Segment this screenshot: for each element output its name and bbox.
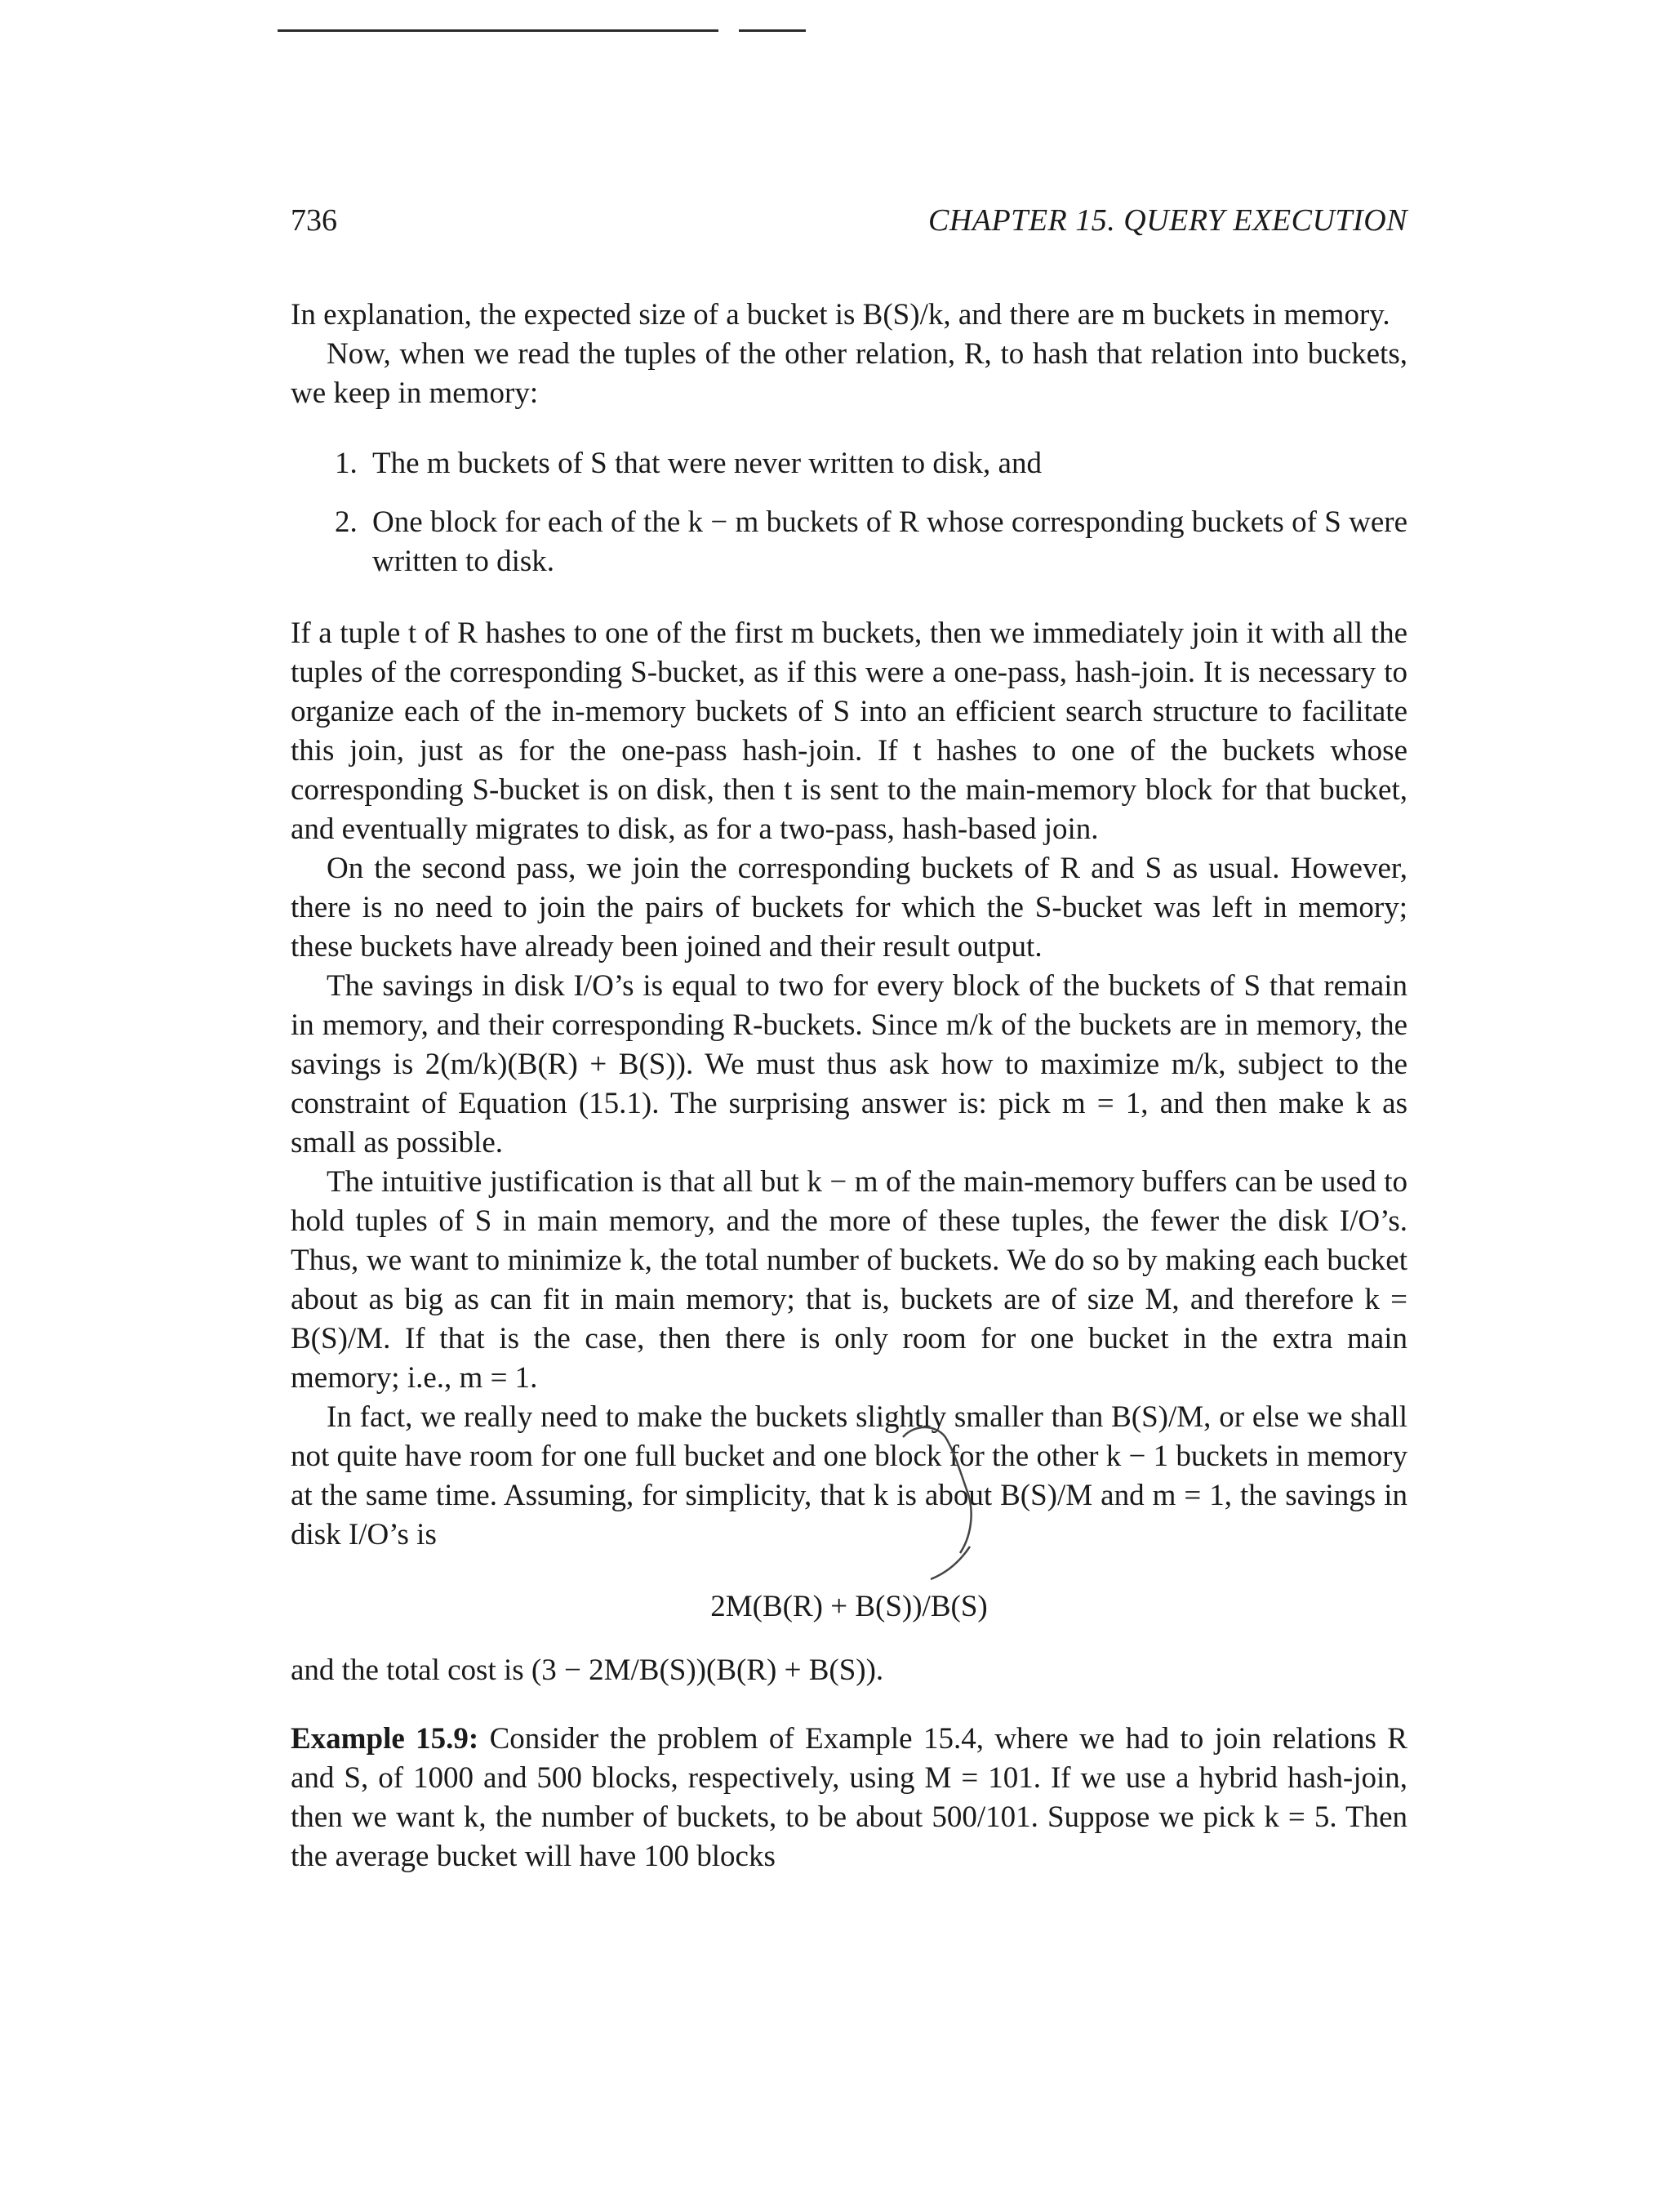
scan-top-rule — [278, 29, 718, 32]
body-text — [291, 296, 1407, 1876]
display-equation: 2M(B(R) + B(S))/B(S) — [710, 1590, 988, 1623]
paragraph-6: The intuitive justification is that all but k − m of the main-memory buffers can be used to hold tuples of S in main memory, and the more of these tuples, the fewer the disk I/O’s. Thus, we want to minimize k, the total number of buckets. We do so by making each bucket about as big as can fit in main memory; that is, buckets are of size M, and therefore k = B(S)/M. If that is the case, then there is only room for one bucket in the extra main memory; i.e., m = 1. — [291, 1165, 1407, 1395]
paragraph-1: In explanation, the expected size of a bucket is B(S)/k, and there are m buckets in memory. — [291, 298, 1390, 332]
paragraph-2: Now, when we read the tuples of the other relation, R, to hash that relation into buckets, we keep in memory: — [291, 337, 1407, 410]
list-item — [291, 444, 1407, 483]
scan-top-rule-short — [739, 29, 806, 32]
list-marker: 1. — [335, 447, 358, 480]
example-text: Consider the problem of Example 15.4, where we had to join relations R and S, of 1000 and 500 blocks, respectively, using M = 101. If we use a hybrid hash-join, then we want k, the number of buckets, to be about 500/101. Suppose we pick k = 5. Then the average bucket will have 100 blocks — [291, 1722, 1407, 1873]
paragraph-7: In fact, we really need to make the buckets slightly smaller than B(S)/M, or else we shall not quite have room for one full bucket and one block for the other k − 1 buckets in memory at the same time. Assuming, for simplicity, that k is about B(S)/M and m = 1, the savings in disk I/O’s is — [291, 1400, 1407, 1551]
list-marker: 2. — [335, 505, 358, 539]
paragraph-4: On the second pass, we join the corresponding buckets of R and S as usual. However, there is no need to join the pairs of buckets for which the S-bucket was left in memory; these buckets have already been joined and their result output. — [291, 852, 1407, 964]
page-number: 736 — [291, 203, 337, 238]
running-head: CHAPTER 15. QUERY EXECUTION — [927, 203, 1407, 238]
paragraph-3: If a tuple t of R hashes to one of the first m buckets, then we immediately join it with all the tuples of the corresponding S-bucket, as if this were a one-pass, hash-join. It is necessary to organize each of the in-memory buckets of S into an efficient search structure to facilitate this join, just as for the one-pass hash-join. If t hashes to one of the buckets whose corresponding S-bucket is on disk, then t is sent to the main-memory block for that bucket, and eventually migrates to disk, as for a two-pass, hash-based join. — [291, 616, 1407, 846]
paragraph-8: and the total cost is (3 − 2M/B(S))(B(R) + B(S)). — [291, 1653, 884, 1687]
page-header — [291, 203, 1407, 248]
list-item-text: The m buckets of S that were never written to disk, and — [372, 447, 1042, 480]
list-item — [291, 503, 1407, 581]
example-paragraph — [291, 1720, 1407, 1876]
memory-contents-list — [291, 444, 1407, 581]
example-label: Example 15.9: — [291, 1722, 479, 1756]
list-item-text: One block for each of the k − m buckets of R whose corresponding buckets of S were written to disk. — [372, 505, 1407, 578]
paragraph-5: The savings in disk I/O’s is equal to two for every block of the buckets of S that remain in memory, and their corresponding R-buckets. Since m/k of the buckets are in memory, the savings is 2(m/k)(B(R) + B(S)). We must thus ask how to maximize m/k, subject to the constraint of Equation (15.1). The surprising answer is: pick m = 1, and then make k as small as possible. — [291, 969, 1407, 1159]
